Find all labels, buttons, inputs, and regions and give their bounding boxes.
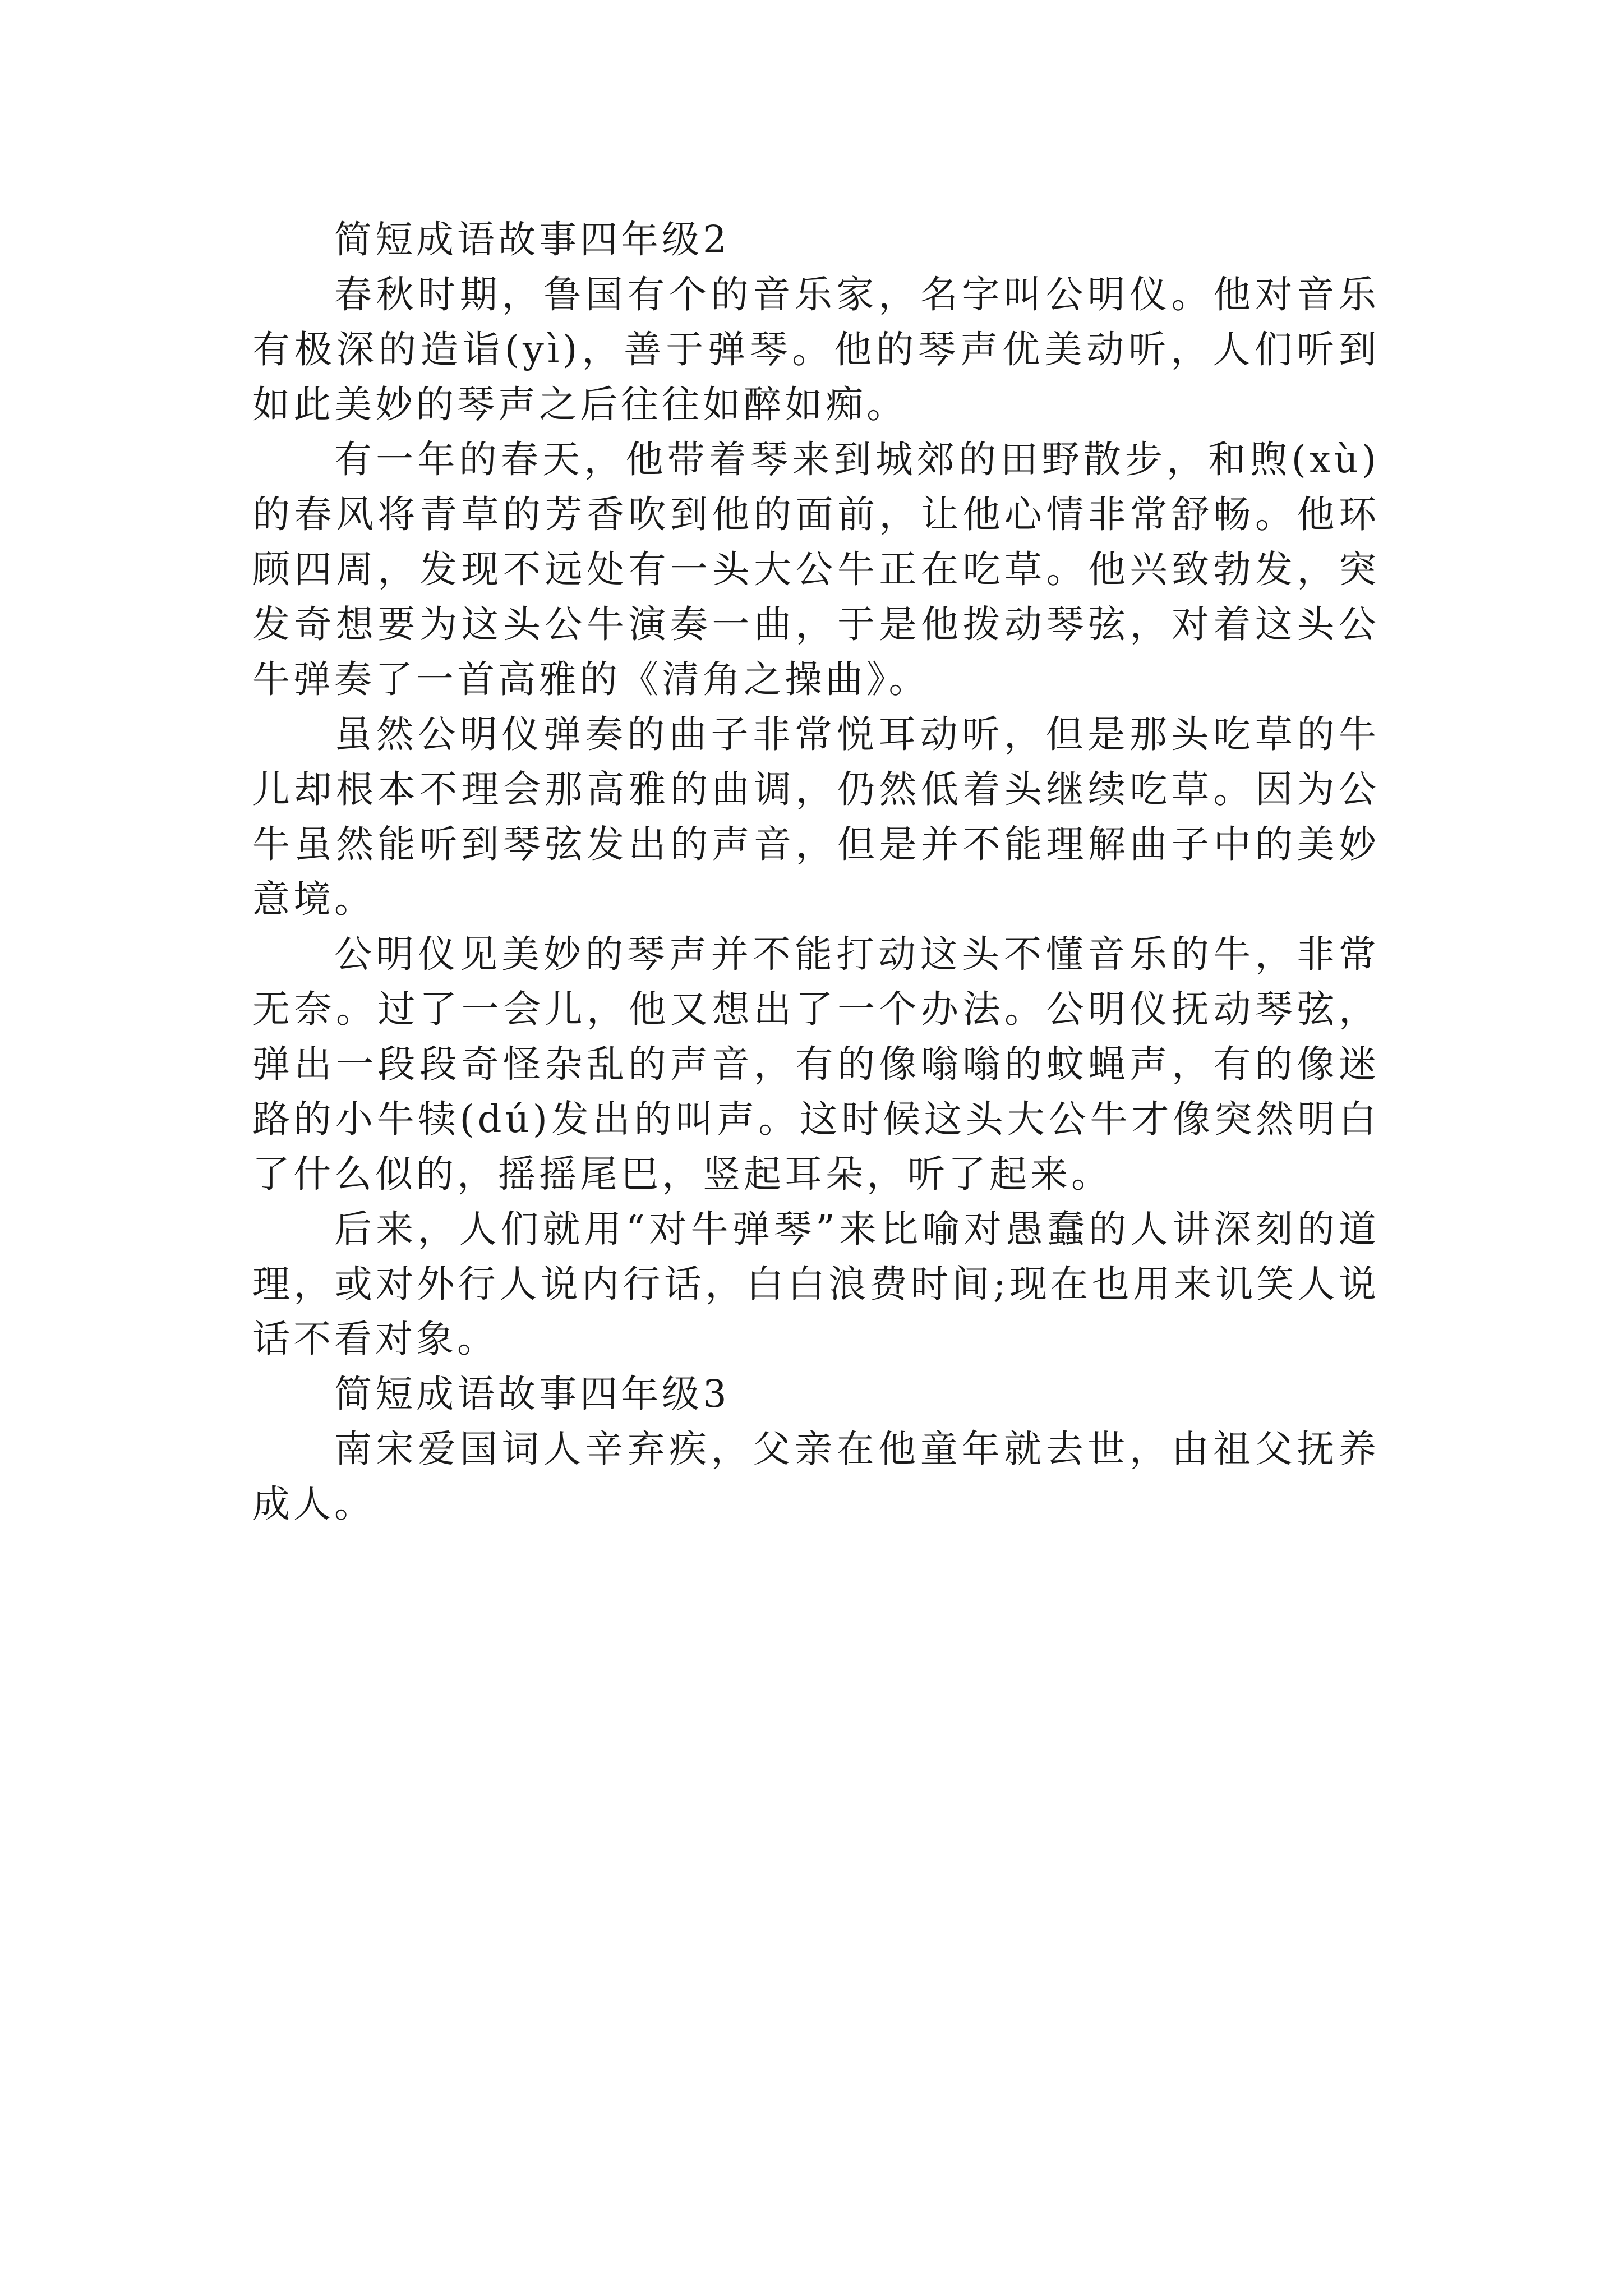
section-heading-3: 简短成语故事四年级3 bbox=[334, 1372, 730, 1416]
paragraph-gongmingyi-intro: 春秋时期，鲁国有个的音乐家，名字叫公明仪。他对音乐有极深的造诣(yì)，善于弹琴。他的琴声优美动听，人们听到如此美妙的琴声之后往往如醉如痴。 bbox=[252, 273, 1380, 426]
paragraph-strange-sounds: 公明仪见美妙的琴声并不能打动这头不懂音乐的牛，非常无奈。过了一会儿，他又想出了一个办法。公明仪抚动琴弦，弹出一段段奇怪杂乱的声音，有的像嗡嗡的蚊蝇声，有的像迷路的小牛犊(dú)发出的叫声。这时候这头大公牛才像突然明白了什么似的，摇摇尾巴，竖起耳朵，听了起来。 bbox=[252, 932, 1380, 1196]
paragraph-spring-field: 有一年的春天，他带着琴来到城郊的田野散步，和煦(xù)的春风将青草的芳香吹到他的面前，让他心情非常舒畅。他环顾四周，发现不远处有一头大公牛正在吃草。他兴致勃发，突发奇想要为这头公牛演奏一曲，于是他拨动琴弦，对着这头公牛弹奏了一首高雅的《清角之操曲》。 bbox=[252, 438, 1380, 701]
paragraph-ox-ignores: 虽然公明仪弹奏的曲子非常悦耳动听，但是那头吃草的牛儿却根本不理会那高雅的曲调，仍然低着头继续吃草。因为公牛虽然能听到琴弦发出的声音，但是并不能理解曲子中的美妙意境。 bbox=[252, 712, 1380, 921]
paragraph-idiom-meaning: 后来，人们就用“对牛弹琴”来比喻对愚蠢的人讲深刻的道理，或对外行人说内行话，白白浪费时间;现在也用来讥笑人说话不看对象。 bbox=[252, 1207, 1380, 1361]
document-page bbox=[252, 212, 1380, 1531]
section-heading-2: 简短成语故事四年级2 bbox=[334, 218, 730, 261]
paragraph-xin-qiji: 南宋爱国词人辛弃疾，父亲在他童年就去世，由祖父抚养成人。 bbox=[252, 1427, 1380, 1526]
